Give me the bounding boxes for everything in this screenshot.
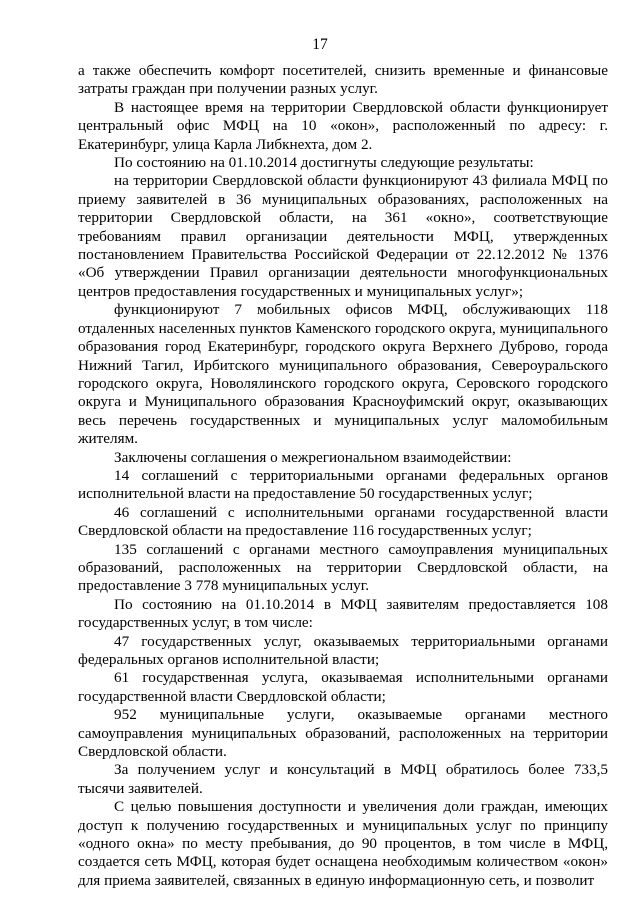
paragraph: 47 государственных услуг, оказываемых территориальными органами федеральных органов исполнительной власти; [78, 632, 608, 668]
paragraph: По состоянию на 01.10.2014 в МФЦ заявителям предоставляется 108 государственных услуг, в том числе: [78, 595, 608, 632]
paragraph: С целью повышения доступности и увеличения доли граждан, имеющих доступ к получению государственных и муниципальных услуг по принципу «одного окна» по месту пребывания, до 90 процентов, в том числе в МФЦ, создается сеть МФЦ, которая будет оснащена необходимым количеством «окон» для приема заявителей, связанных в единую информационную сеть, и позволит [78, 798, 608, 889]
paragraph: 135 соглашений с органами местного самоуправления муниципальных образований, расположенных на территории Свердловской области, на предоставление 3 778 муниципальных услуг. [78, 540, 608, 595]
page-number: 17 [312, 36, 328, 53]
paragraph: функционируют 7 мобильных офисов МФЦ, обслуживающих 118 отдаленных населенных пунктов Каменского городского округа, муниципального образования город Екатеринбург, городского округа Верхнего Дуброво, города Нижний Тагил, Ирбитского муниципального образования, Североуральского городского округа, Новолялинского городского округа, Серовского городского округа и Муниципального образования Красноуфимский округ, оказывающих весь перечень государственных и муниципальных услуг маломобильным жителям. [78, 301, 608, 448]
body-text [78, 62, 608, 890]
paragraph: а также обеспечить комфорт посетителей, снизить временные и финансовые затраты граждан при получении разных услуг. [78, 62, 608, 98]
paragraph: Заключены соглашения о межрегиональном взаимодействии: [114, 448, 512, 466]
paragraph: на территории Свердловской области функционируют 43 филиала МФЦ по приему заявителей в 36 муниципальных образованиях, расположенных на территории Свердловской области, на 361 «окно», соответствующие требованиям правил организации деятельности МФЦ, утвержденных постановлением Правительства Российской Федерации от 22.12.2012 № 1376 «Об утверждении Правил организации деятельности многофункциональных центров предоставления государственных и муниципальных услуг»; [78, 172, 608, 300]
paragraph: 61 государственная услуга, оказываемая исполнительными органами государственной власти Свердловской области; [78, 669, 608, 705]
paragraph: 46 соглашений с исполнительными органами государственной власти Свердловской области на предоставление 116 государственных услуг; [78, 503, 608, 540]
paragraph: 14 соглашений с территориальными органами федеральных органов исполнительной власти на предоставление 50 государственных услуг; [78, 466, 608, 503]
paragraph: По состоянию на 01.10.2014 достигнуты следующие результаты: [114, 154, 534, 172]
paragraph: В настоящее время на территории Свердловской области функционирует центральный офис МФЦ на 10 «окон», расположенный по адресу: г. Екатеринбург, улица Карла Либкнехта, дом 2. [78, 98, 608, 153]
paragraph: За получением услуг и консультаций в МФЦ обратилось более 733,5 тысячи заявителей. [78, 761, 608, 797]
paragraph: 952 муниципальные услуги, оказываемые органами местного самоуправления муниципальных образований, расположенных на территории Свердловской области. [78, 706, 608, 761]
